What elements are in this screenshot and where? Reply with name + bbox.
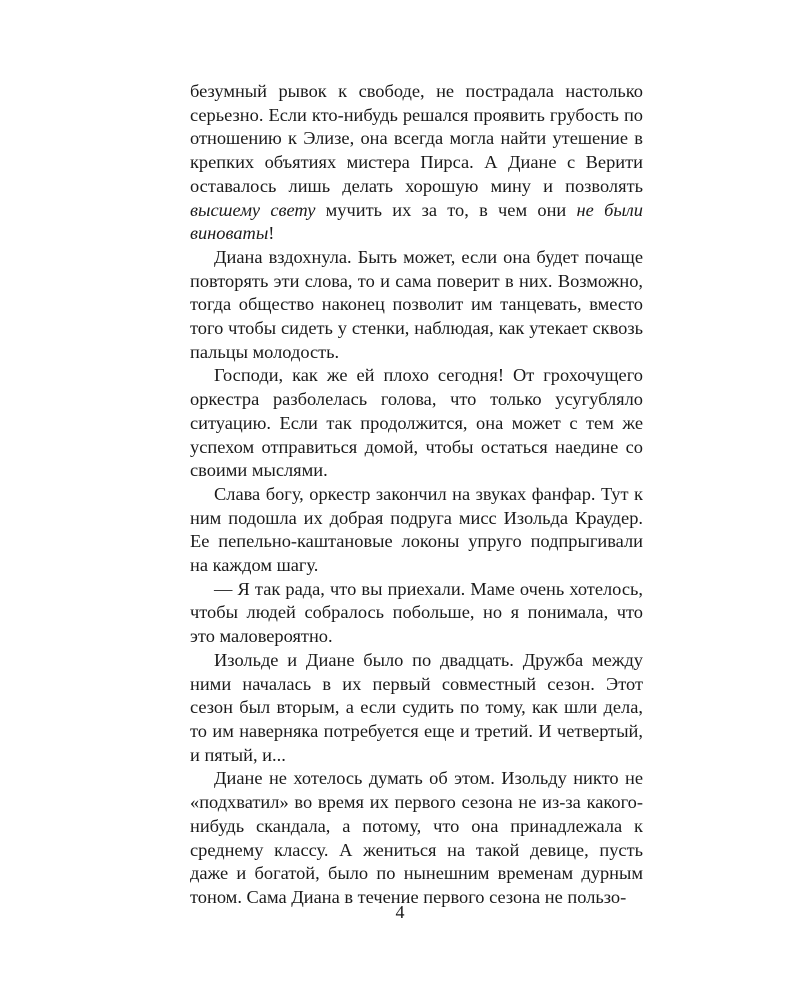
page-number: 4 [395,902,405,922]
text-segment: — Я так рада, что вы приехали. Маме очень хотелось, чтобы людей собралось побольше, но я понимала, что это маловероятно. [190,578,643,647]
text-segment: ! [268,223,275,244]
italic-segment: не были виноваты [190,199,643,244]
paragraph [190,649,643,768]
text-segment: Господи, как же ей плохо сегодня! От грохочущего оркестра разболелась голова, что только усугубляло ситуацию. Если так продолжится, она может с тем же успехом отправиться домой, чтобы остаться наедине со своими мыслями. [190,365,643,481]
body-text [190,80,643,910]
text-segment: Изольде и Диане было по двадцать. Дружба между ними началась в их первый совместный сезон. Этот сезон был вторым, а если судить по тому, как шли дела, то им наверняка потребуется еще и третий. И четвертый, и пятый, и... [190,649,643,765]
text-segment: Диана вздохнула. Быть может, если она будет почаще повторять эти слова, то и сама поверит в них. Возможно, тогда общество наконец позволит им танцевать, вместо того чтобы сидеть у стенки, наблюдая, как утекает сквозь пальцы молодость. [190,246,643,362]
text-segment: безумный рывок к свободе, не пострадала настолько серьезно. Если кто-нибудь решался проявить грубость по отношению к Элизе, она всегда могла найти утешение в крепких объятиях мистера Пирса. А Диане с Верити оставалось лишь делать хорошую мину и позволять [190,81,643,196]
text-segment: Диане не хотелось думать об этом. Изольду никто не «подхватил» во время их первого сезона не из-за какого-нибудь скандала, а потому, что она принадлежала к среднему классу. А жениться на такой девице, пусть даже и богатой, было по нынешним временам дурным тоном. Сама Диана в течение первого сезона не пользо- [190,768,643,907]
text-segment: Слава богу, оркестр закончил на звуках фанфар. Тут к ним подошла их добрая подруга мисс Изольда Краудер. Ее пепельно-каштановые локоны упруго подпрыгивали на каждом шагу. [190,483,643,576]
italic-segment: высшему свету [190,199,316,220]
paragraph [190,364,643,483]
paragraph [190,578,643,649]
paragraph [190,767,643,909]
paragraph [190,246,643,365]
text-segment: мучить их за то, в чем они [315,199,577,220]
paragraph [190,80,643,246]
paragraph [190,483,643,578]
